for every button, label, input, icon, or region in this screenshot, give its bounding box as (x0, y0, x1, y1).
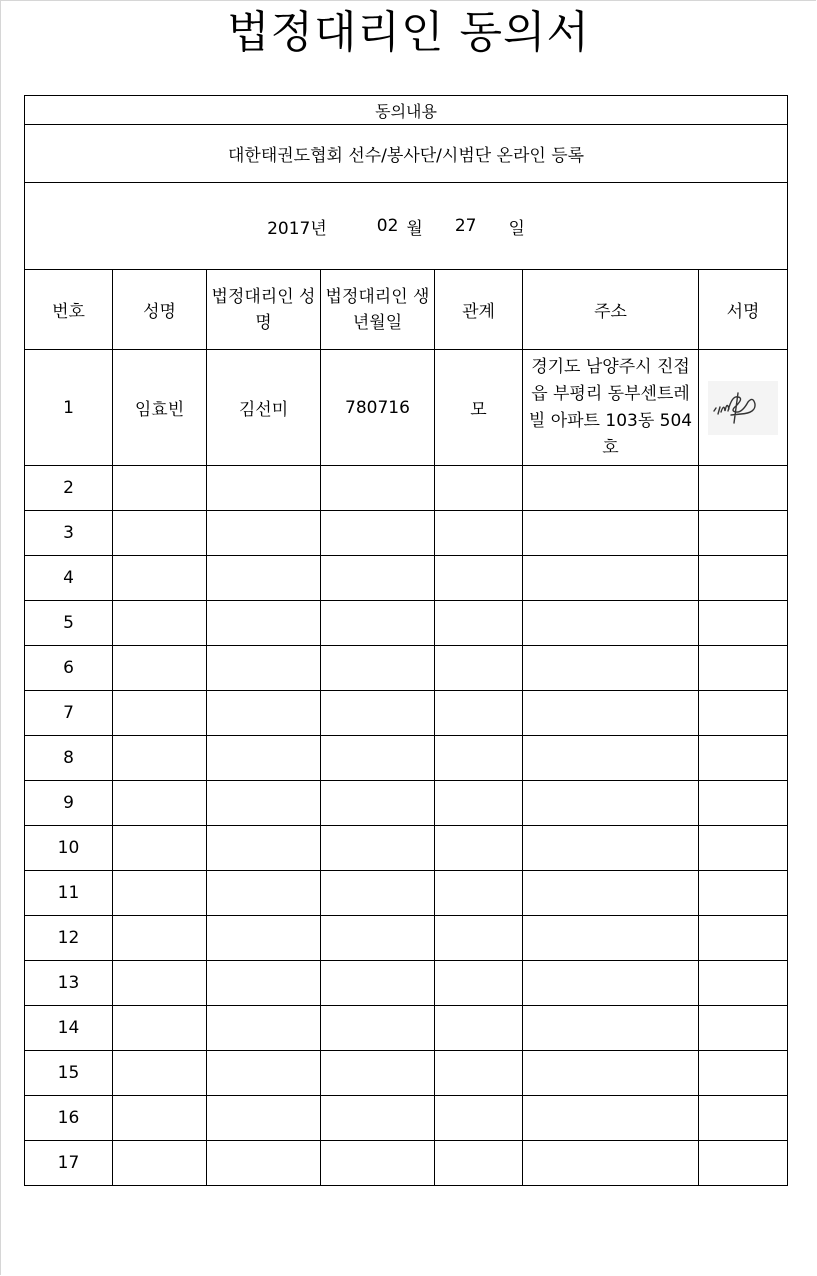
empty-cell (321, 1051, 435, 1096)
row-number: 16 (25, 1096, 113, 1141)
empty-cell (435, 1051, 523, 1096)
empty-cell (321, 826, 435, 871)
table-row (25, 871, 788, 916)
col-header-name: 성명 (113, 270, 207, 350)
entry-name: 임효빈 (113, 350, 207, 466)
empty-cell (113, 1051, 207, 1096)
empty-cell (699, 1051, 788, 1096)
empty-cell (523, 871, 699, 916)
col-header-guardian-name: 법정대리인 성명 (207, 270, 321, 350)
empty-cell (435, 691, 523, 736)
empty-cell (699, 691, 788, 736)
empty-cell (207, 826, 321, 871)
empty-cell (435, 556, 523, 601)
empty-cell (523, 646, 699, 691)
empty-cell (113, 736, 207, 781)
empty-cell (523, 736, 699, 781)
col-header-signature: 서명 (699, 270, 788, 350)
empty-cell (113, 916, 207, 961)
empty-cell (523, 691, 699, 736)
table-row (25, 736, 788, 781)
row-number: 4 (25, 556, 113, 601)
empty-cell (207, 556, 321, 601)
empty-cell (699, 916, 788, 961)
empty-cell (523, 1006, 699, 1051)
empty-cell (321, 1096, 435, 1141)
empty-cell (523, 961, 699, 1006)
empty-cell (113, 601, 207, 646)
empty-cell (321, 961, 435, 1006)
empty-cell (435, 916, 523, 961)
row-number: 15 (25, 1051, 113, 1096)
empty-cell (699, 511, 788, 556)
empty-cell (207, 646, 321, 691)
table-row (25, 781, 788, 826)
empty-cell (321, 736, 435, 781)
table-row (25, 916, 788, 961)
consent-purpose: 대한태권도협회 선수/봉사단/시범단 온라인 등록 (25, 125, 788, 183)
empty-cell (435, 871, 523, 916)
empty-cell (113, 466, 207, 511)
row-number: 2 (25, 466, 113, 511)
entry-number: 1 (25, 350, 113, 466)
empty-cell (321, 556, 435, 601)
empty-cell (523, 1141, 699, 1186)
empty-cell (523, 1051, 699, 1096)
row-number: 8 (25, 736, 113, 781)
row-number: 7 (25, 691, 113, 736)
empty-cell (699, 466, 788, 511)
row-number: 13 (25, 961, 113, 1006)
empty-cell (207, 871, 321, 916)
date-day-unit: 일 (508, 218, 525, 239)
col-header-address: 주소 (523, 270, 699, 350)
empty-cell (207, 511, 321, 556)
empty-cell (435, 511, 523, 556)
empty-cell (699, 781, 788, 826)
empty-cell (113, 511, 207, 556)
empty-cell (207, 1096, 321, 1141)
empty-cell (699, 961, 788, 1006)
empty-cell (699, 1141, 788, 1186)
table-row (25, 1051, 788, 1096)
empty-cell (321, 601, 435, 646)
empty-cell (523, 916, 699, 961)
empty-cell (699, 556, 788, 601)
empty-cell (435, 826, 523, 871)
empty-cell (435, 1141, 523, 1186)
table-row (25, 511, 788, 556)
empty-cell (321, 691, 435, 736)
empty-cell (113, 826, 207, 871)
signature-icon (708, 381, 778, 435)
empty-cell (699, 646, 788, 691)
table-row (25, 826, 788, 871)
table-row (25, 691, 788, 736)
empty-cell (699, 826, 788, 871)
empty-cell (435, 601, 523, 646)
empty-cell (435, 736, 523, 781)
table-row (25, 961, 788, 1006)
document-title: 법정대리인 동의서 (226, 7, 591, 58)
date-month-unit: 월 (406, 218, 423, 239)
empty-cell (207, 916, 321, 961)
empty-cell (435, 1096, 523, 1141)
empty-cell (207, 466, 321, 511)
empty-cell (523, 1096, 699, 1141)
table-row (25, 1141, 788, 1186)
row-number: 5 (25, 601, 113, 646)
date-line (25, 214, 778, 239)
row-number: 10 (25, 826, 113, 871)
empty-cell (207, 1006, 321, 1051)
row-number: 14 (25, 1006, 113, 1051)
empty-cell (523, 511, 699, 556)
empty-cell (321, 511, 435, 556)
entry-signature-cell (699, 350, 788, 466)
empty-cell (523, 556, 699, 601)
empty-cell (113, 961, 207, 1006)
empty-cell (207, 961, 321, 1006)
empty-cell (113, 871, 207, 916)
table-row (25, 601, 788, 646)
consent-header: 동의내용 (25, 96, 788, 125)
date-year: 2017년 (267, 218, 327, 239)
empty-cell (321, 1006, 435, 1051)
empty-cell (321, 466, 435, 511)
empty-cell (321, 781, 435, 826)
empty-cell (435, 961, 523, 1006)
empty-cell (435, 466, 523, 511)
empty-cell (699, 1096, 788, 1141)
col-header-guardian-birth: 법정대리인 생년월일 (321, 270, 435, 350)
empty-cell (113, 1141, 207, 1186)
entry-guardian-name: 김선미 (207, 350, 321, 466)
table-row (25, 556, 788, 601)
empty-cell (113, 1006, 207, 1051)
empty-cell (699, 1006, 788, 1051)
empty-cell (321, 871, 435, 916)
empty-cell (523, 781, 699, 826)
row-number: 6 (25, 646, 113, 691)
date-day: 27 (454, 216, 477, 236)
empty-cell (113, 646, 207, 691)
date-cell (25, 183, 788, 270)
empty-cell (207, 691, 321, 736)
entry-guardian-birth: 780716 (321, 350, 435, 466)
col-header-number: 번호 (25, 270, 113, 350)
empty-cell (321, 646, 435, 691)
entry-address: 경기도 남양주시 진접읍 부평리 동부센트레빌 아파트 103동 504호 (523, 350, 699, 466)
empty-cell (113, 781, 207, 826)
empty-cell (435, 781, 523, 826)
table-row (25, 646, 788, 691)
empty-cell (523, 466, 699, 511)
row-number: 12 (25, 916, 113, 961)
empty-cell (699, 601, 788, 646)
empty-cell (113, 691, 207, 736)
empty-cell (113, 1096, 207, 1141)
row-number: 3 (25, 511, 113, 556)
empty-cell (207, 601, 321, 646)
table-row (25, 350, 788, 466)
table-row (25, 466, 788, 511)
empty-cell (321, 916, 435, 961)
empty-cell (699, 736, 788, 781)
empty-cell (435, 1006, 523, 1051)
empty-cell (523, 826, 699, 871)
empty-cell (207, 1051, 321, 1096)
empty-cell (207, 1141, 321, 1186)
date-month: 02 (376, 216, 399, 236)
empty-cell (321, 1141, 435, 1186)
empty-cell (435, 646, 523, 691)
table-row (25, 1006, 788, 1051)
empty-cell (113, 556, 207, 601)
empty-cell (207, 781, 321, 826)
consent-table (24, 95, 788, 1186)
empty-cell (523, 601, 699, 646)
row-number: 11 (25, 871, 113, 916)
table-row (25, 1096, 788, 1141)
empty-cell (699, 871, 788, 916)
col-header-relation: 관계 (435, 270, 523, 350)
row-number: 17 (25, 1141, 113, 1186)
row-number: 9 (25, 781, 113, 826)
empty-cell (207, 736, 321, 781)
entry-relation: 모 (435, 350, 523, 466)
